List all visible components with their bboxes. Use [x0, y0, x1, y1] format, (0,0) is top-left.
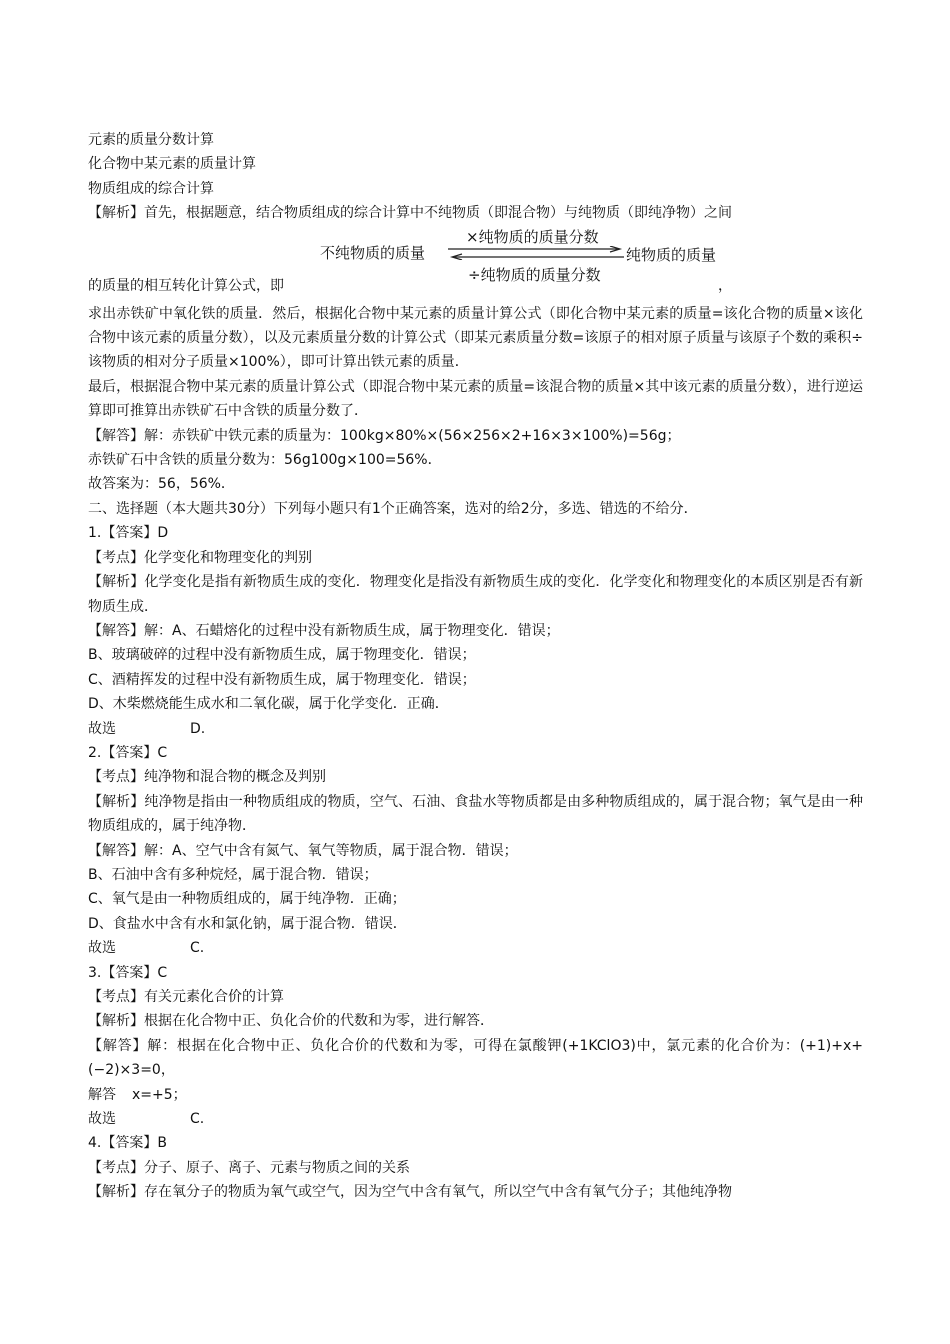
text-line: ， [718, 277, 732, 294]
diagram-bottom-label: ÷纯物质的质量分数 [468, 265, 601, 284]
text-line: B、玻璃破碎的过程中没有新物质生成，属于物理变化．错误； [88, 647, 476, 664]
answer-line: 2.【答案】C [88, 744, 168, 761]
text-line: 【解答】解：赤铁矿中铁元素的质量为：100kg×80%×(56×256×2+16×3×100%)=56g； [88, 427, 681, 444]
document-body [88, 128, 863, 1205]
text-line: 【解析】首先，根据题意，结合物质组成的综合计算中不纯物质（即混合物）与纯物质（即纯净物）之间 [88, 205, 732, 222]
text-line: 【解答】解：A、石蜡熔化的过程中没有新物质生成，属于物理变化．错误； [88, 622, 560, 639]
text-line [88, 1107, 863, 1131]
text-line: B、石油中含有多种烷烃，属于混合物．错误； [88, 866, 378, 883]
text-line: C、酒精挥发的过程中没有新物质生成，属于物理变化．错误； [88, 671, 476, 688]
formula-line [88, 265, 863, 298]
double-arrow-icon [446, 246, 626, 260]
paragraph: 求出赤铁矿中氧化铁的质量．然后，根据化合物中某元素的质量计算公式（即化合物中某元素的质量=该化合物的质量×该化合物中该元素的质量分数），以及元素质量分数的计算公式（即某元素质量分数=该原子的相对原子质量与该原子个数的乘积÷该物质的相对分子质量×100%），即可计算出铁元素的质量． [88, 305, 863, 371]
text-line: 的质量的相互转化计算公式，即 [88, 277, 284, 294]
text-line: 元素的质量分数计算 [88, 132, 214, 148]
text-line: 【解答】解：A、空气中含有氮气、氧气等物质，属于混合物．错误； [88, 842, 518, 859]
choice-value: C. [190, 1111, 205, 1128]
topic-line: 【考点】分子、原子、离子、元素与物质之间的关系 [88, 1159, 410, 1176]
choice-label: 故选 [88, 940, 116, 957]
text-line [88, 936, 863, 960]
topic-line: 【考点】化学变化和物理变化的判别 [88, 549, 312, 566]
topic-line: 【考点】有关元素化合价的计算 [88, 989, 284, 1005]
text-line: D、木柴燃烧能生成水和二氧化碳，属于化学变化．正确． [88, 696, 449, 713]
answer-line: 3.【答案】C [88, 964, 168, 981]
choice-label: 故选 [88, 720, 116, 737]
diagram-left-label: 不纯物质的质量 [320, 243, 426, 262]
text-line: D、食盐水中含有水和氯化钠，属于混合物．错误． [88, 915, 407, 932]
analysis-paragraph: 【解析】化学变化是指有新物质生成的变化．物理变化是指没有新物质生成的变化．化学变化和物理变化的本质区别是否有新物质生成． [88, 574, 863, 615]
choice-value: C. [190, 940, 205, 957]
answer-line: 1.【答案】D [88, 525, 169, 542]
solution-value: x=+5； [132, 1086, 187, 1103]
solution-paragraph: 【解答】解：根据在化合物中正、负化合价的代数和为零，可得在氯酸钾(+1KClO3)中，氯元素的化合价为：(+1)+x+(−2)×3=0， [88, 1037, 863, 1079]
analysis-paragraph: 【解析】纯净物是指由一种物质组成的物质，空气、石油、食盐水等物质都是由多种物质组成的，属于混合物；氧气是由一种物质组成的，属于纯净物． [88, 793, 863, 835]
analysis-line: 【解析】根据在化合物中正、负化合价的代数和为零，进行解答． [88, 1013, 494, 1030]
solution-label: 解答 [88, 1086, 116, 1103]
text-line [88, 717, 863, 741]
topic-line: 【考点】纯净物和混合物的概念及判别 [88, 769, 326, 786]
text-line [88, 1083, 863, 1107]
diagram-top-label: ×纯物质的质量分数 [466, 227, 599, 246]
text-line: 故答案为：56，56%． [88, 476, 235, 493]
analysis-line: 【解析】存在氧分子的物质为氧气或空气，因为空气中含有氧气，所以空气中含有氧气分子；其他纯净物 [88, 1184, 732, 1201]
paragraph: 最后，根据混合物中某元素的质量计算公式（即混合物中某元素的质量=该混合物的质量×其中该元素的质量分数），进行逆运算即可推算出赤铁矿石中含铁的质量分数了． [88, 378, 863, 420]
text-line: C、氧气是由一种物质组成的，属于纯净物．正确； [88, 891, 406, 908]
answer-line: 4.【答案】B [88, 1135, 167, 1152]
text-line: 物质组成的综合计算 [88, 180, 214, 197]
text-line: 赤铁矿石中含铁的质量分数为：56g100g×100=56%． [88, 452, 442, 469]
diagram-right-label: 纯物质的质量 [626, 245, 717, 264]
choice-label: 故选 [88, 1111, 116, 1128]
section-heading: 二、选择题（本大题共30分）下列每小题只有1个正确答案，选对的给2分，多选、错选的不给分． [88, 500, 698, 517]
text-line: 化合物中某元素的质量计算 [88, 156, 256, 173]
choice-value: D. [190, 720, 206, 737]
